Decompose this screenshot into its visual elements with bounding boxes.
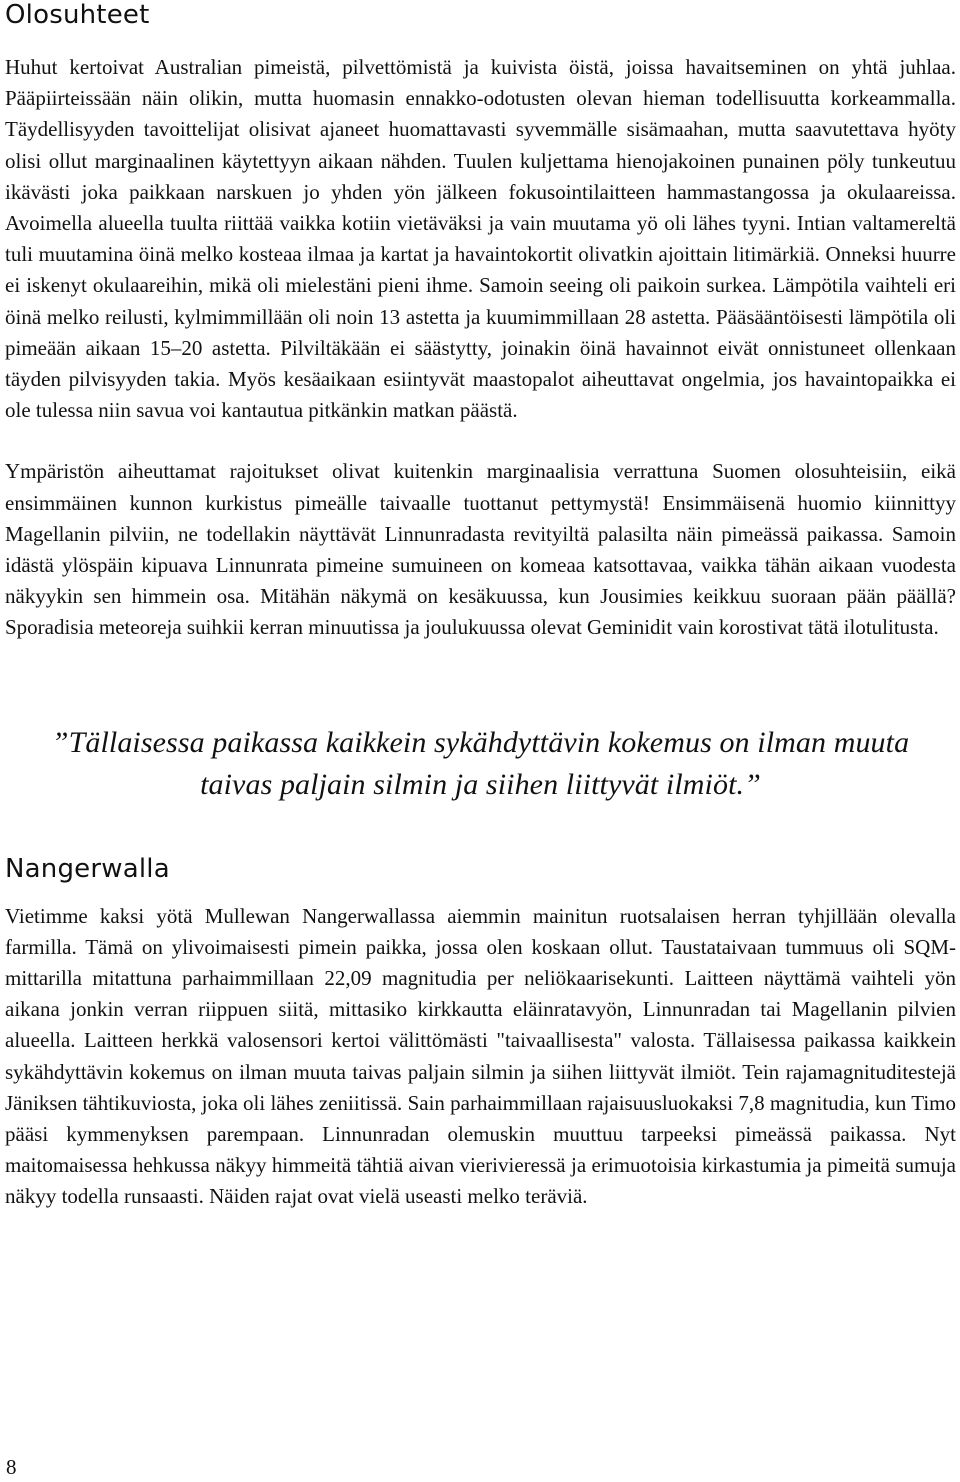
page-number: 8 xyxy=(6,1455,17,1479)
paragraph-olosuhteet-1: Huhut kertoivat Australian pimeistä, pilvettömistä ja kuivista öistä, joissa havaitseminen on yhtä juhlaa. Pääpiirteissään näin olikin, mutta huomasin ennakko-odotusten olevan hieman todellisuutta korkeammalla. Täydellisyyden tavoittelijat olisivat ajaneet huomattavasti syvemmälle sisämaahan, mutta saavutettava hyöty olisi ollut marginaalinen käytettyyn aikaan nähden. Tuulen kuljettama hienojakoinen punainen pöly tunkeutuu ikävästi joka paikkaan narskuen jo yhden yön jälkeen fokusointilaitteen hammastangossa ja okulaareissa. Avoimella alueella tuulta riittää vaikka kotiin vietäväksi ja vain muutama yö oli lähes tyyni. Intian valtamereltä tuli muutamina öinä melko kosteaa ilmaa ja kartat ja havaintokortit olivatkin ajoittain litimärkiä. Onneksi huurre ei iskenyt okulaareihin, mikä oli mielestäni pieni ihme. Samoin seeing oli paikoin surkea. Lämpötila vaihteli eri öinä melko reilusti, kylmimmillään oli noin 13 astetta ja kuumimmillaan 28 astetta. Pääsääntöisesti lämpötila oli pimeään aikaan 15–20 astetta. Pilviltäkään ei säästytty, joinakin öinä havainnot eivät onnistuneet ollenkaan täyden pilvisyyden takia. Myös kesäaikaan esiintyvät maastopalot aiheuttavat ongelmia, jos havaintopaikka ei ole tulessa niin savua voi kantautua pitkänkin matkan päästä. xyxy=(5,55,956,423)
paragraph-nangerwalla-1: Vietimme kaksi yötä Mullewan Nangerwallassa aiemmin mainitun ruotsalaisen herran tyhjillään olevalla farmilla. Tämä on ylivoimaisesti pimein paikka, jossa olen koskaan ollut. Taustataivaan tummuus oli SQM-mittarilla mitattuna parhaimmillaan 22,09 magnitudia per neliökaarisekunti. Laitteen näyttämä vaihteli yön aikana jonkin verran riippuen siitä, mittasiko kirkkautta eläinratavyön, Linnunradan tai Magellanin pilvien alueella. Laitteen herkkä valosensori kertoi välittömästi "taivaallisesta" valosta. Tällaisessa paikassa kaikkein sykähdyttävin kokemus on ilman muuta taivas paljain silmin ja siihen liittyvät ilmiöt. Tein rajamagnituditestejä Jäniksen tähtikuviosta, joka oli lähes zeniitissä. Sain parhaimmillaan rajaisuusluokaksi 7,8 magnitudia, kun Timo pääsi kymmenyksen parempaan. Linnunradan olemuskin muuttuu tarpeeksi pimeässä paikassa. Nyt maitomaisessa hehkussa näkyy himmeitä tähtiä aivan vierivieressä ja erimuotoisia kirkastumia ja pimeitä sumuja näkyy todella runsaasti. Näiden rajat ovat vielä useasti melko teräviä. xyxy=(5,903,956,1209)
section-heading-nangerwalla: Nangerwalla xyxy=(5,853,170,884)
pull-quote xyxy=(5,722,956,806)
document-page xyxy=(5,0,956,1213)
section-heading-olosuhteet: Olosuhteet xyxy=(5,0,150,30)
pull-quote-line-1: ”Tällaisessa paikassa kaikkein sykähdyttävin kokemus on ilman muuta xyxy=(51,725,910,759)
pull-quote-line-2: taivas paljain silmin ja siihen liittyvät ilmiöt.” xyxy=(200,767,761,801)
paragraph-olosuhteet-2: Ympäristön aiheuttamat rajoitukset olivat kuitenkin marginaalisia verrattuna Suomen olosuhteisiin, eikä ensimmäinen kunnon kurkistus pimeälle taivaalle tuottanut pettymystä! Ensimmäisenä huomio kiinnittyy Magellanin pilviin, ne todellakin näyttävät Linnunradasta revityiltä palasilta näin pimeässä paikassa. Samoin idästä ylöspäin kipuava Linnunrata pimeine sumuineen on komeaa katsottavaa, vaikka tähän aikaan vuodesta näkyykin sen himmein osa. Mitähän näkymä on kesäkuussa, kun Jousimies keikkuu suoraan pään päällä? Sporadisia meteoreja suihkii kerran minuutissa ja joulukuussa olevat Geminidit vain korostivat tätä ilotulitusta. xyxy=(5,459,956,640)
